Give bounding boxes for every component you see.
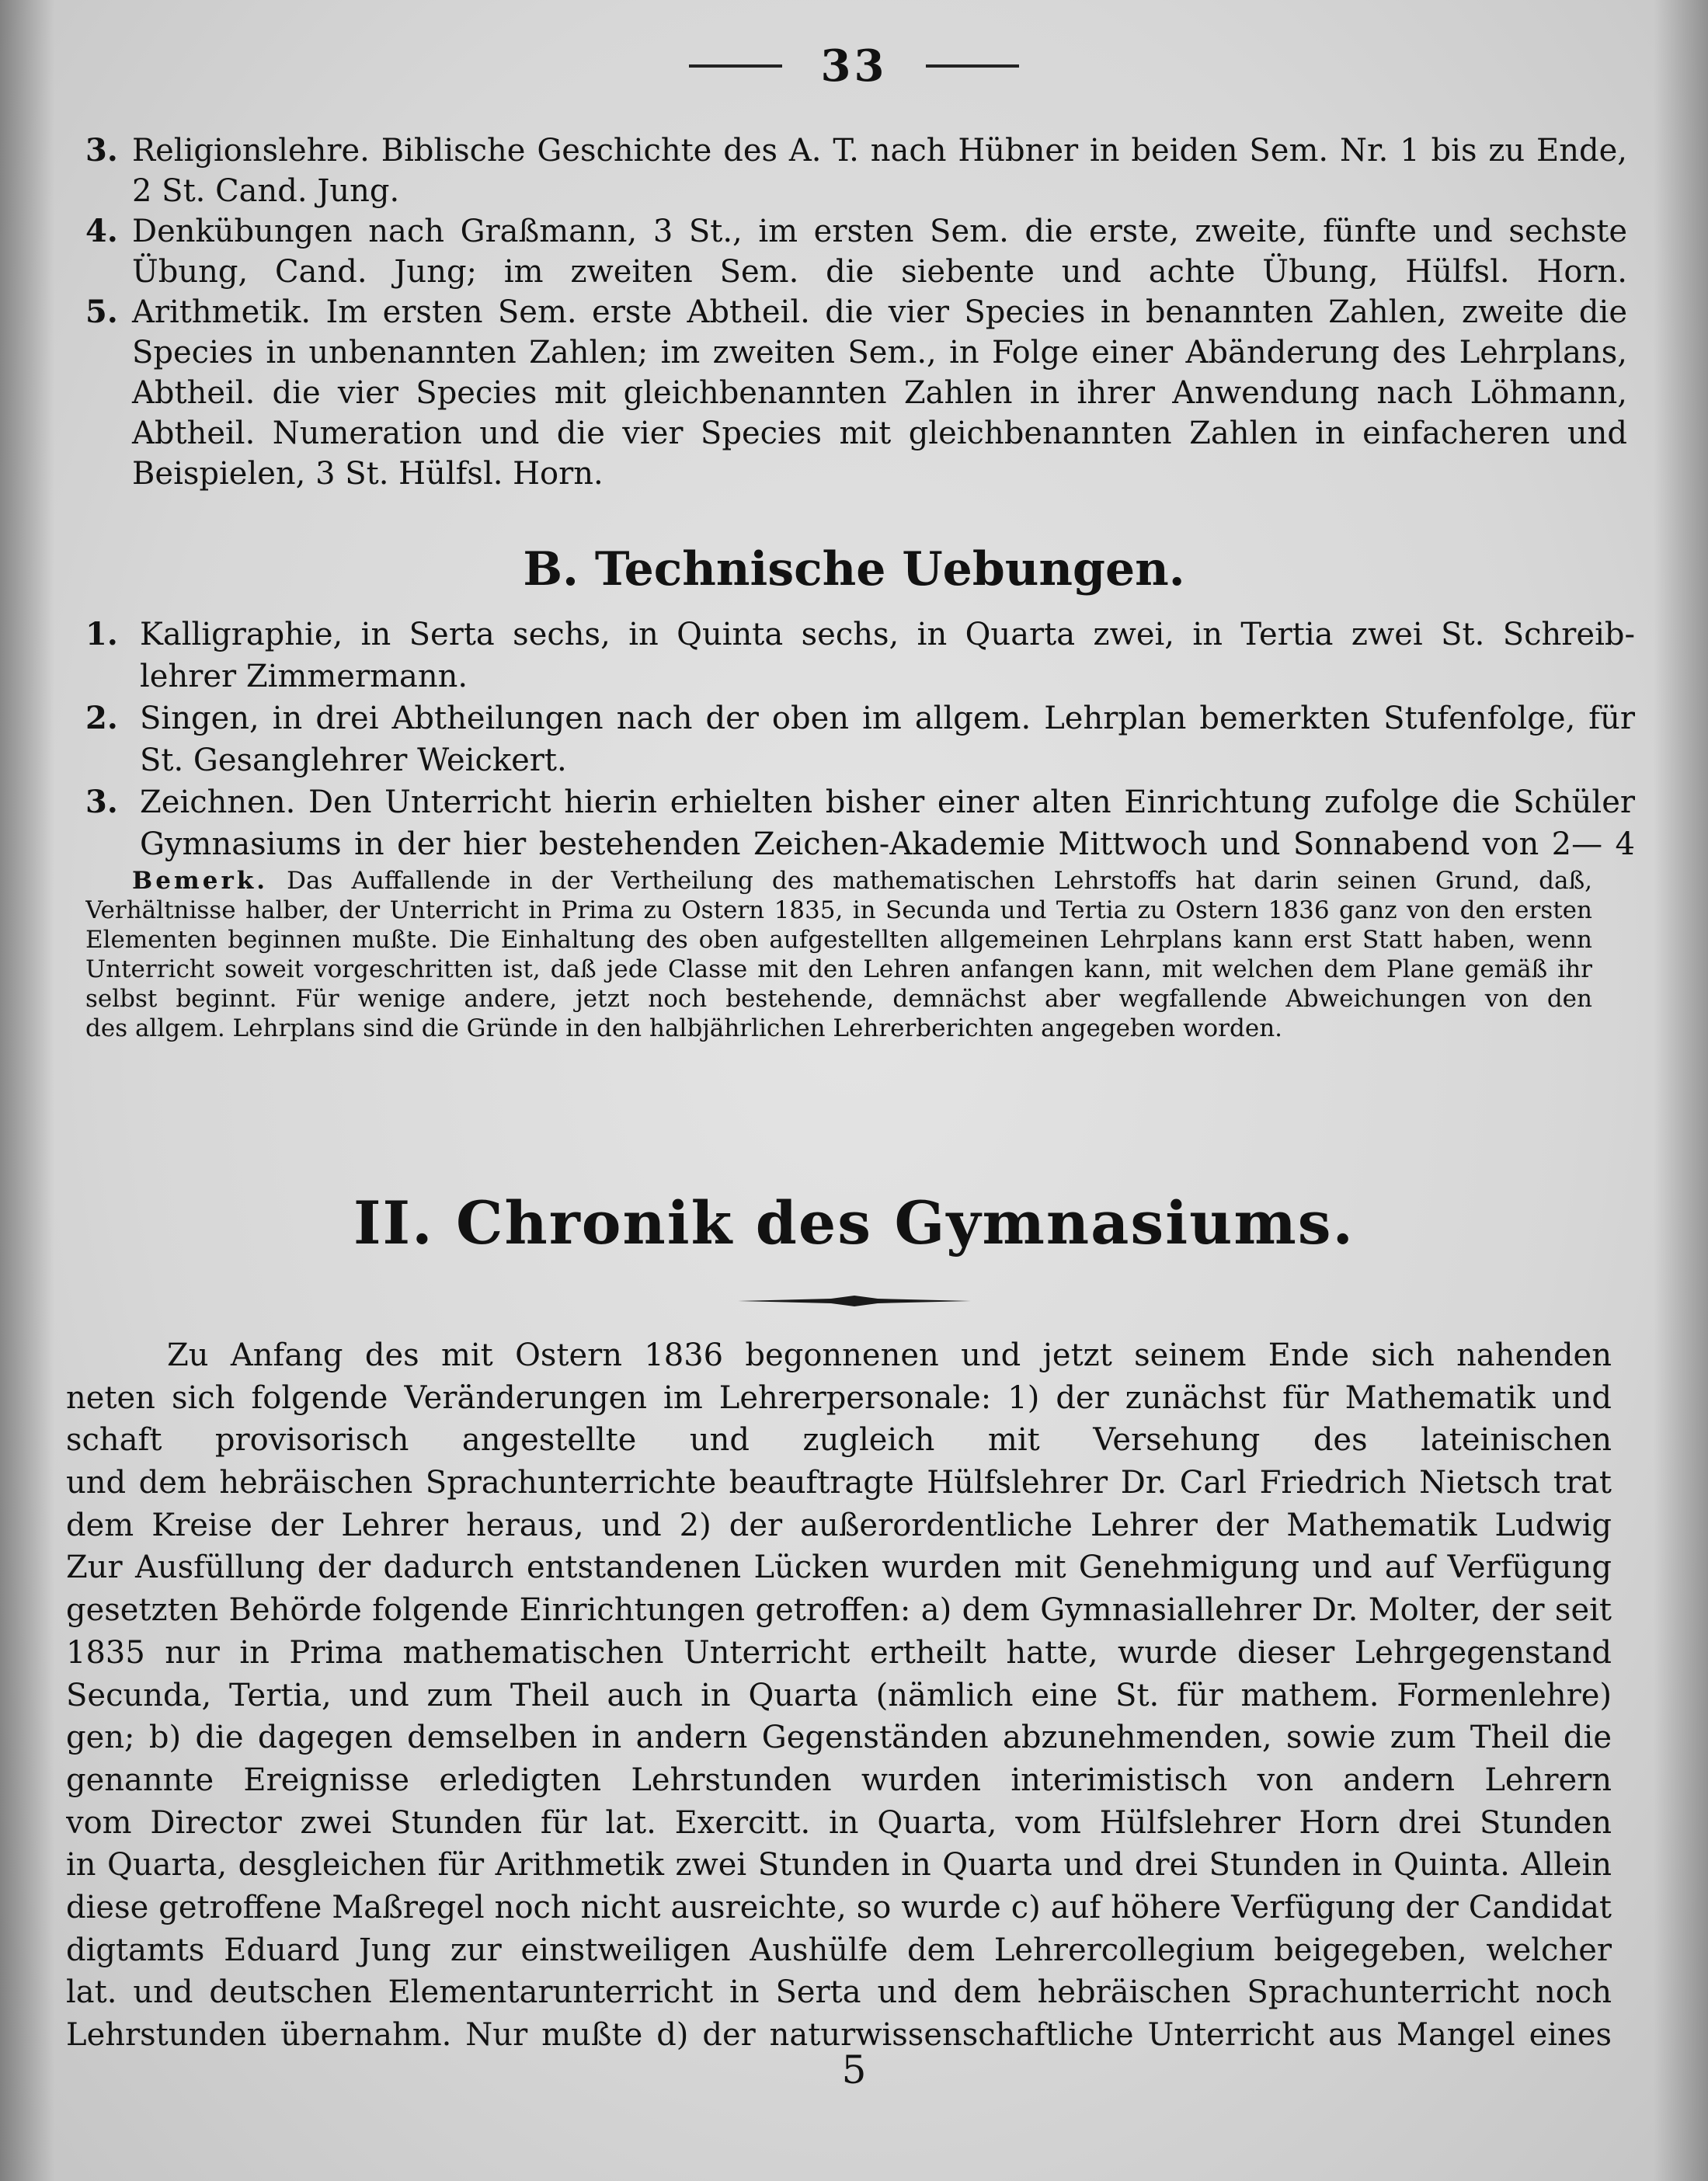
paragraph-line: Zur Ausfüllung der dadurch entstandenen Lücken wurden mit Genehmigung und auf Verfügung [66,1550,1612,1586]
paragraph-line: vom Director zwei Stunden für lat. Exercitt. in Quarta, vom Hülfslehrer Horn drei Stunden [66,1804,1612,1841]
page-edge-shadow-right [1654,0,1708,2181]
note-label: Bemerk. [132,867,269,895]
item-line: 3. Zeichnen. Den Unterricht hierin erhielten bisher einer alten Einrichtung zufolge die Schüler [85,781,1635,823]
list-item [85,211,1627,292]
list-item [85,697,1635,781]
paragraph-line: lat. und deutschen Elementarunterricht in Serta und dem hebräischen Sprachunterricht noch [66,1974,1612,2011]
note-line: Bemerk. Das Auffallende in der Vertheilung des mathematischen Lehrstoffs hat darin seinen Grund, daß, [85,866,1592,896]
ornament-rule [738,1296,971,1306]
page-number: 33 [820,40,888,92]
paragraph-line: Zu Anfang des mit Ostern 1836 begonnenen und jetzt seinem Ende sich nahenden [167,1337,1612,1373]
signature-mark: 5 [841,2047,867,2092]
item-line: 1. Kalligraphie, in Serta sechs, in Quinta sechs, in Quarta zwei, in Tertia zwei St. Schreib- [85,614,1635,656]
item-line: 4. Denkübungen nach Graßmann, 3 St., im ersten Sem. die erste, zweite, fünfte und sechste [85,211,1627,252]
header-dash-right [926,64,1019,68]
item-line: Übung, Cand. Jung; im zweiten Sem. die siebente und achte Übung, Hülfsl. Horn. [132,254,1627,290]
paragraph-line: digtamts Eduard Jung zur einstweiligen Aushülfe dem Lehrercollegium beigegeben, welcher [66,1932,1612,1968]
paragraph-line: dem Kreise der Lehrer heraus, und 2) der außerordentliche Lehrer der Mathematik Ludwig [66,1507,1612,1543]
section-b-title: B. Technische Uebungen. [523,542,1185,597]
page-header [0,40,1708,95]
list-item [85,781,1635,865]
item-line: Abtheil. Numeration und die vier Species mit gleichbenannten Zahlen in einfacheren und [132,416,1627,451]
item-line: 3. Religionslehre. Biblische Geschichte des A. T. nach Hübner in beiden Sem. Nr. 1 bis zu Ende, [85,130,1627,171]
section-b-list [85,614,1635,865]
page-edge-shadow-left [0,0,54,2181]
list-item [85,614,1635,697]
note-line: selbst beginnt. Für wenige andere, jetzt noch bestehende, demnächst aber wegfallende Abweichungen von den [85,985,1592,1013]
paragraph-line: in Quarta, desgleichen für Arithmetik zwei Stunden in Quarta und drei Stunden in Quinta. Allein [66,1847,1612,1884]
paragraph-line: Secunda, Tertia, und zum Theil auch in Quarta (nämlich eine St. für mathem. Formenlehre) [66,1677,1612,1713]
paragraph-line: gesetzten Behörde folgende Einrichtungen getroffen: a) dem Gymnasiallehrer Dr. Molter, der seit [66,1592,1612,1629]
paragraph-line: genannte Ereignisse erledigten Lehrstunden wurden interimistisch von andern Lehrern [66,1762,1612,1798]
item-line: Beispielen, 3 St. Hülfsl. Horn. [132,456,604,492]
list-item [85,130,1627,211]
paragraph-line: diese getroffene Maßregel noch nicht ausreichte, so wurde c) auf höhere Verfügung der Candidat [66,1889,1612,1925]
remark-note [85,866,1592,1043]
item-line: Abtheil. die vier Species mit gleichbenannten Zahlen in ihrer Anwendung nach Löhmann, [132,375,1627,411]
note-line: Verhältnisse halber, der Unterricht in Prima zu Ostern 1835, in Secunda und Tertia zu Ostern 1836 ganz von den ersten [85,896,1592,924]
item-line: lehrer Zimmermann. [140,659,468,694]
section-ii-title: II. Chronik des Gymnasiums. [353,1188,1355,1257]
paragraph-line: gen; b) die dagegen demselben in andern Gegenständen abzunehmenden, sowie zum Theil die [66,1720,1612,1756]
note-line: des allgem. Lehrplans sind die Gründe in den halbjährlichen Lehrerberichten angegeben worden. [85,1014,1283,1042]
chronik-paragraph [66,1334,1612,2057]
item-number: 2. [85,700,118,736]
header-dash-left [689,64,782,68]
paragraph-line: Lehrstunden übernahm. Nur mußte d) der naturwissenschaftliche Unterricht aus Mangel eines [66,2017,1612,2053]
paragraph-line: 1835 nur in Prima mathematischen Unterricht ertheilt hatte, wurde dieser Lehrgegenstand [66,1634,1612,1671]
item-line: St. Gesanglehrer Weickert. [140,743,567,778]
item-line: Species in unbenannten Zahlen; im zweiten Sem., in Folge einer Abänderung des Lehrplans, [132,335,1627,370]
item-line: 5. Arithmetik. Im ersten Sem. erste Abtheil. die vier Species in benannten Zahlen, zweite die [85,292,1627,332]
note-line: Elementen beginnen mußte. Die Einhaltung des oben aufgestellten allgemeinen Lehrplans kann erst Statt haben, wenn [85,926,1592,954]
item-number: 5. [85,294,118,330]
item-number: 3. [85,132,118,169]
section-a-list [85,130,1627,494]
paragraph-line: und dem hebräischen Sprachunterrichte beauftragte Hülfslehrer Dr. Carl Friedrich Nietsch trat [66,1465,1612,1501]
paragraph-line: neten sich folgende Veränderungen im Lehrerpersonale: 1) der zunächst für Mathematik und [66,1379,1612,1416]
paragraph-line: schaft provisorisch angestellte und zugleich mit Versehung des lateinischen [66,1422,1612,1459]
item-line: 2. Singen, in drei Abtheilungen nach der oben im allgem. Lehrplan bemerkten Stufenfolge, für [85,697,1635,739]
item-line: Gymnasiums in der hier bestehenden Zeichen-Akademie Mittwoch und Sonnabend von 2— 4 [140,826,1635,862]
note-line: Unterricht soweit vorgeschritten ist, daß jede Classe mit den Lehren anfangen kann, mit welchen dem Plane gemäß ihr [85,955,1592,983]
item-number: 1. [85,616,118,652]
item-line: 2 St. Cand. Jung. [132,173,400,209]
item-number: 3. [85,784,118,820]
item-number: 4. [85,213,118,249]
list-item [85,292,1627,494]
